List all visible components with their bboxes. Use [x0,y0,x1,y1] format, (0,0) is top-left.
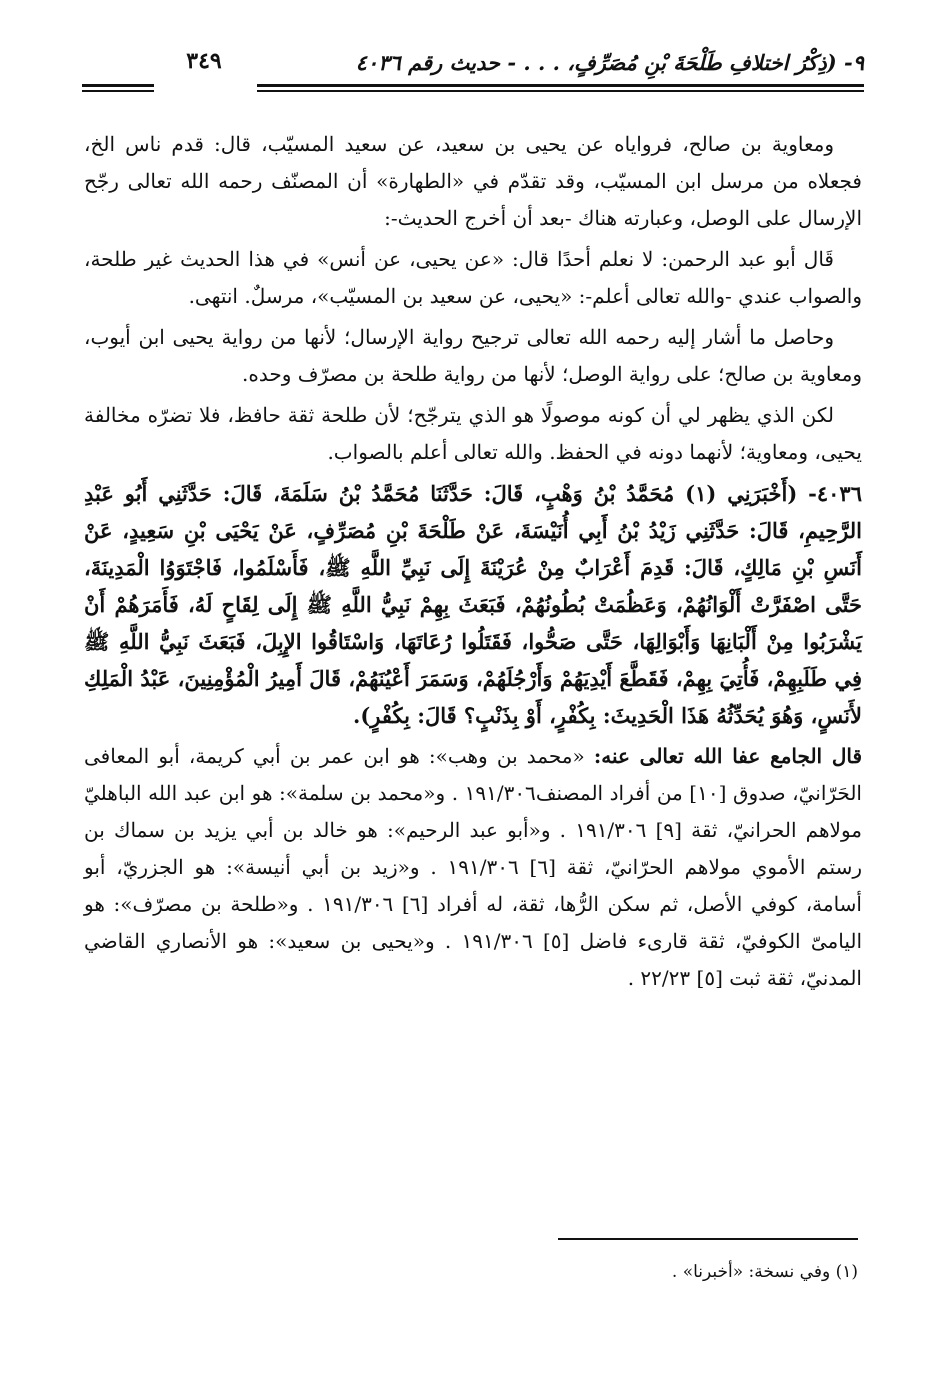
page-number: ٣٤٩ [186,48,222,74]
paragraph: لكن الذي يظهر لي أن كونه موصولًا هو الذي يترجّح؛ لأن طلحة ثقة حافظ، فلا تضرّه مخالفة يحيى، ومعاوية؛ لأنهما دونه في الحفظ. والله تعالى أعلم بالصواب. [84,403,862,464]
commentary [84,738,862,997]
header-rule-right [257,84,864,92]
paragraph: ومعاوية بن صالح، فرواياه عن يحيى بن سعيد، عن سعيد المسيّب، قال: قدم ناس الخ، فجعلاه من مرسل ابن المسيّب، وقد تقدّم في «الطهارة» أن المصنّف رحمه الله تعالى رجّح الإرسال على الوصل، وعبارته هناك -بعد أن أخرج الحديث-: [84,132,862,230]
chapter-title: ٩- (ذِكْرُ اختلافِ طَلْحَةَ بْنِ مُصَرِّفٍ، . . . - حديث رقم ٤٠٣٦ [355,50,864,75]
commentary-lead: قال الجامع عفا الله تعالى عنه: [593,744,863,768]
commentary-text: «محمد بن وهب»: هو ابن عمر بن أبي كريمة، أبو المعافى الحَرّانيّ، صدوق [١٠] من أفراد المصنف١٩١/٣٠٦ . و«محمد بن سلمة»: هو ابن عبد الله الباهليّ مولاهم الحرانيّ، ثقة [٩] ١٩١/٣٠٦ . و«أبو عبد الرحيم»: هو خالد بن أبي يزيد بن سماك بن رستم الأموي مولاهم الحرّانيّ، ثقة [٦] ١٩١/٣٠٦ . و«زيد بن أبي أنيسة»: هو الجزريّ، أبو أسامة، كوفي الأصل، ثم سكن الرُّها، ثقة، له أفراد [٦] ١٩١/٣٠٦ . و«طلحة بن مصرّف»: هو اليامىّ الكوفيّ، ثقة قارىء فاضل [٥] ١٩١/٣٠٦ . و«يحيى بن سعيد»: هو الأنصاري القاضي المدنيّ، ثقة ثبت [٥] ٢٢/٢٣ . [84,744,863,990]
footnote-divider [558,1238,858,1240]
header-rule-left [82,84,154,92]
footnote: (١) وفي نسخة: «أخبرنا» . [671,1262,858,1282]
paragraph: قَال أبو عبد الرحمن: لا نعلم أحدًا قال: «عن يحيى، عن أنس» في هذا الحديث غير طلحة، والصواب عندي -والله تعالى أعلم-: «يحيى، عن سعيد بن المسيّب»، مرسلٌ. انتهى. [84,247,862,308]
main-text [84,126,862,1001]
paragraph: وحاصل ما أشار إليه رحمه الله تعالى ترجيح رواية الإرسال؛ لأنها من رواية يحيى ابن أيوب، ومعاوية بن صالح؛ على رواية الوصل؛ لأنها من رواية طلحة بن مصرّف وحده. [84,325,862,386]
hadith-text: ٤٠٣٦- (أَخْبَرَنِي (١) مُحَمَّدُ بْنُ وَهْبٍ، قَالَ: حَدَّثَنَا مُحَمَّدُ بْنُ سَلَمَةَ، قَالَ: حَدَّثَنِي أَبُو عَبْدِ الرَّحِيمِ، قَالَ: حَدَّثَنِي زَيْدُ بْنُ أَبِي أُنَيْسَةَ، عَنْ طَلْحَةَ بْنِ مُصَرِّفٍ، عَنْ يَحْيَى بْنِ سَعِيدٍ، عَنْ أَنَسِ بْنِ مَالِكٍ، قَالَ: قَدِمَ أَعْرَابٌ مِنْ عُرَيْنَةَ إِلَى نَبِيِّ اللَّهِ ﷺ، فَأَسْلَمُوا، فَاجْتَوَوُا الْمَدِينَةَ، حَتَّى اصْفَرَّتْ أَلْوَانُهُمْ، وَعَظُمَتْ بُطُونُهُمْ، فَبَعَثَ بِهِمْ نَبِيُّ اللَّهِ ﷺ إِلَى لِقَاحٍ لَهُ، فَأَمَرَهُمْ أَنْ يَشْرَبُوا مِنْ أَلْبَانِهَا وَأَبْوَالِهَا، حَتَّى صَحُّوا، فَقَتَلُوا رُعَاتَهَا، وَاسْتَاقُوا الإِبِلَ، فَبَعَثَ نَبِيُّ اللَّهِ ﷺ فِي طَلَبِهِمْ، فَأُتِيَ بِهِمْ، فَقَطَّعَ أَيْدِيَهُمْ وَأَرْجُلَهُمْ، وَسَمَرَ أَعْيُنَهُمْ، قَالَ أَمِيرُ الْمُؤْمِنِينَ، عَبْدُ الْمَلِكِ لأَنَسٍ، وَهُوَ يُحَدِّثُهُ هَذَا الْحَدِيثَ: بِكُفْرٍ، أَوْ بِذَنْبٍ؟ قَالَ: بِكُفْرٍ). [84,481,862,728]
page-header [82,48,864,100]
